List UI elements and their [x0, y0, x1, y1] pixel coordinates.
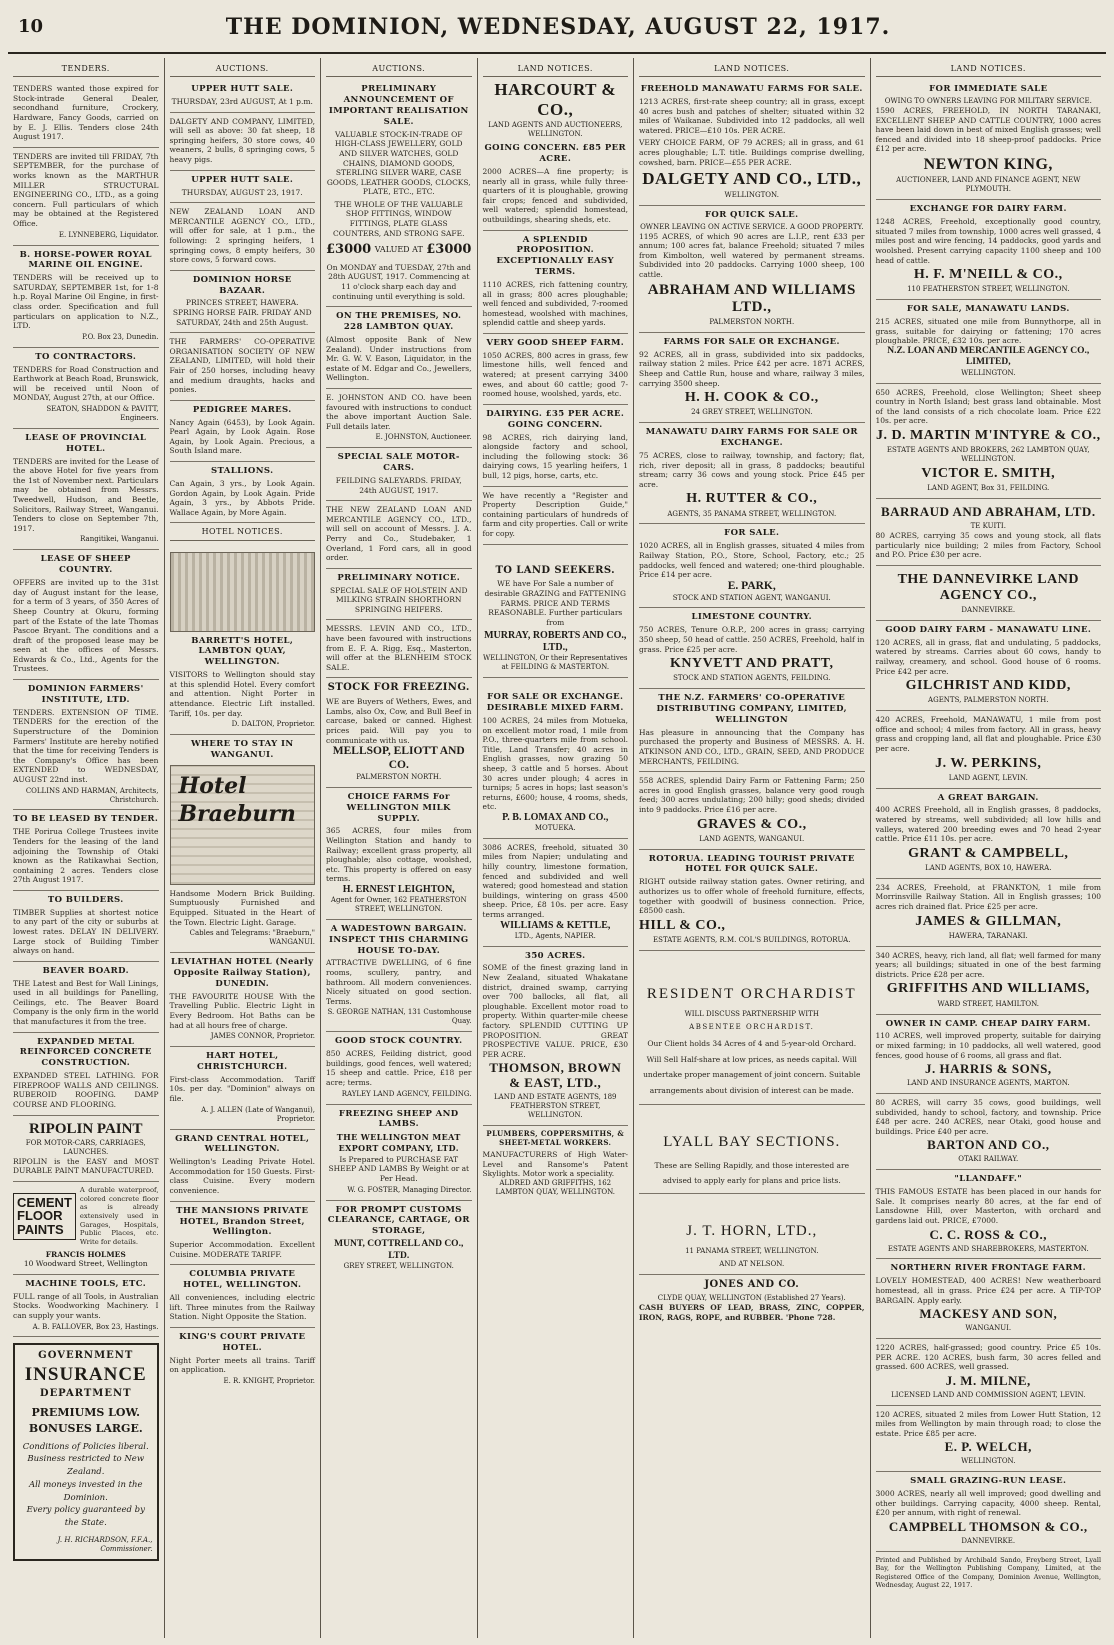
column-land-notices-3	[871, 58, 1107, 1638]
cement-ad: CEMENT FLOOR PAINTS A durable waterproof, colored concrete floor as is already extensively used in Garages, Hospitals, Public Places, etc. Write for details. FRANCIS HOLMES 10 Woodward Street, Wellington	[13, 1182, 159, 1275]
hart-hotel-ad: HART HOTEL, CHRISTCHURCH. First-class Accommodation. Tariff 10s. per day. "Dominion" always on file. A. J. ALLEN (Late of Wanganui), Proprietor.	[170, 1047, 316, 1129]
grand-central-hotel-ad: GRAND CENTRAL HOTEL, WELLINGTON. Wellington's Leading Private Hotel. Accommodation for 150 Guests. First-class Cuisine. Every modern convenience.	[170, 1130, 316, 1202]
leviathan-hotel-ad: LEVIATHAN HOTEL (Nearly Opposite Railway Station), DUNEDIN. THE FAVOURITE HOUSE With the Travelling Public. Electric Light in Every Bedroom. Hot Baths can be had at all hours free of charge. JAMES CONNOR, Proprietor.	[170, 953, 316, 1047]
government-insurance-ad: GOVERNMENT INSURANCE DEPARTMENT PREMIUMS LOW. BONUSES LARGE. Conditions of Policies liberal. Business restricted to New Zealand. All moneys invested in the Dominion. Every policy guaranteed by the State. J. H. RICHARDSON, F.F.A., Commissioner.	[13, 1343, 159, 1560]
land-ad: 340 ACRES, heavy, rich land, all flat; well farmed for many years; all buildings; situated in one of the best farming districts. Price £28 per acre. GRIFFITHS AND WILLIAMS, WARD STREET, HAMILTON.	[876, 947, 1102, 1015]
auction-ad: MESSRS. LEVIN AND CO., LTD., have been favoured with instructions from E. F. A. Rigg, Esq., Masterton, will offer at the BLENHEIM STOCK SALE.	[326, 620, 472, 678]
hotel-braeburn-script-title: Hotel Braeburn	[178, 772, 296, 827]
section-heading: LAND NOTICES.	[483, 64, 629, 77]
tender-ad: EXPANDED METAL REINFORCED CONCRETE CONSTRUCTION. EXPANDED STEEL LATHING. FOR FIREPROOF WALLS AND CEILINGS. RUBEROID ROOFING. DAMP COURSE AND FLOORING.	[13, 1033, 159, 1116]
dalgety-name: DALGETY AND CO., LTD.,	[642, 169, 862, 189]
exchange-ad: FOR SALE OR EXCHANGE. DESIRABLE MIXED FARM. 100 ACRES, 24 miles from Motueka, on excellent motor road, 1 mile from P.O., three-quarters mile from school. Title, Land Transfer; 40 acres in English grasses, now grazing 50 sheep, 3 cattle and 5 horses. About 30 acres under plough; 4 acres in turnips; 5 acres in hops; last season's returns, £600; house, 4 rooms, sheds, etc. P. B. LOMAX AND CO., MOTUEKA.	[483, 678, 629, 839]
auction-ad: DOMINION HORSE BAZAAR. PRINCES STREET, HAWERA. SPRING HORSE FAIR. FRIDAY AND SATURDAY, 24th and 25th August.	[170, 271, 316, 334]
kings-court-hotel-ad: KING'S COURT PRIVATE HOTEL. Night Porter meets all trains. Tariff on application. E. R. KNIGHT, Proprietor.	[169, 1331, 315, 1385]
valued-at-row: £3000 VALUED AT £3000	[326, 242, 472, 258]
section-heading: TENDERS.	[13, 64, 159, 77]
tender-ad: TENDERS wanted those expired for Stock-intrade General Dealer, secondhand furniture, Crockery, Hardware, Fancy Goods, carried on by E. J. Ellis. Tenders close 24th August 1917.	[13, 80, 159, 148]
land-ad: NORTHERN RIVER FRONTAGE FARM. LOVELY HOMESTEAD, 400 ACRES! New weatherboard homestead, all in grass. Price £24 per acre. A TIP-TOP BARGAIN. Apply early. MACKESY AND SON, WANGANUI.	[876, 1259, 1102, 1339]
newspaper-page	[8, 58, 1106, 1638]
land-ad: FOR IMMEDIATE SALE OWING TO OWNERS LEAVING FOR MILITARY SERVICE. 1590 ACRES, FREEHOLD, IN NORTH TARANAKI, EXCELLENT SHEEP AND CATTLE COUNTRY, 1000 acres have been laid down in best of mixed English grasses; well fenced and divided into 18 sheep-proof paddocks. Price £12 per acre. NEWTON KING, AUCTIONEER, LAND AND FINANCE AGENT, NEW PLYMOUTH.	[876, 80, 1102, 200]
masthead	[8, 14, 1106, 54]
land-ad: SMALL GRAZING-RUN LEASE. 3000 ACRES, nearly all well improved; good dwelling and other buildings. Carrying capacity, 4000 sheep. Rental, £20 per annum, with right of renewal. CAMPBELL THOMSON & CO., DANNEVIRKE.	[876, 1472, 1102, 1552]
auction-ad: PEDIGREE MARES. Nancy Again (6453), by Look Again. Pearl Again, by Look Again. Rose Again, by Look Again. Precious, a South Island mare.	[170, 401, 316, 462]
auction-ad: UPPER HUTT SALE. THURSDAY, 23rd AUGUST, At 1 p.m.	[170, 80, 316, 112]
land-ad: "LLANDAFF." THIS FAMOUS ESTATE has been placed in our hands for Sale. It comprises nearly 80 acres, at the far end of Lansdowne Hill, over Masterton, with orchard and gardens laid out. PRICE, £7000. C. C. ROSS & CO., ESTATE AGENTS AND SHAREBROKERS, MASTERTON.	[876, 1170, 1102, 1259]
stock-country-ad: GOOD STOCK COUNTRY. 850 ACRES, Feilding district, good buildings, good fences, well watered; 15 sheep and cattle. Price, £18 per acre; terms. RAYLEY LAND AGENCY, FEILDING.	[326, 1032, 472, 1104]
land-ad: DAIRYING. £35 PER ACRE. GOING CONCERN. 98 ACRES, rich dairying land, alongside factory and school, including the following stock: 36 dairying cows, 15 yearling heifers, 1 bull, 12 pigs, horse, carts, etc.	[483, 405, 629, 487]
section-heading: AUCTIONS.	[326, 64, 472, 77]
land-ad: GOING CONCERN. £85 PER ACRE. 2000 ACRES—A fine property; is nearly all in grass, while fully three-quarters of it is ploughable, growing fair crops; fenced and subdivided, well watered; splendid homestead, outbuildings, shearing sheds, etc.	[483, 139, 629, 230]
auction-ad: DALGETY AND COMPANY, LIMITED, will sell as above: 30 fat sheep, 18 springing heifers, 30 store cows, 40 weaners, 2 bulls, 8 springing cows, 5 heavy pigs.	[170, 113, 316, 171]
farmers-coop-ad: THE N.Z. FARMERS' CO-OPERATIVE DISTRIBUTING COMPANY, LIMITED, WELLINGTON Has pleasure in announcing that the Company has purchased the property and Business of MESSRS. A. H. ATKINSON AND CO., LTD., GRAIN, SEED, AND PRODUCE MERCHANTS, FEILDING.	[639, 689, 865, 772]
auction-ad: E. JOHNSTON AND CO. have been favoured with instructions to conduct the above important Auction Sale. Full details later. E. JOHNSTON, Auctioneer.	[326, 389, 472, 448]
columbia-hotel-ad: COLUMBIA PRIVATE HOTEL, WELLINGTON. All conveniences, including electric lift. Three minutes from the Railway Station. Night Opposite the Station.	[170, 1265, 316, 1328]
barretts-hotel-ad: BARRETT'S HOTEL, LAMBTON QUAY, WELLINGTON. VISITORS to Wellington should stay at this splendid Hotel. Every comfort and attention. Night Porter in attendance. Electric Lift installed. Tariff, 10s. per day. D. DALTON, Proprietor.	[170, 544, 316, 736]
land-ad: GOOD DAIRY FARM - MANAWATU LINE. 120 ACRES, all in grass, flat and undulating, 5 paddocks, watered by streams. Carries about 60 cows, handy to railway, creamery, and school. Good house of 6 rooms. Price £42 per acre. GILCHRIST AND KIDD, AGENTS, PALMERSTON NORTH.	[876, 621, 1102, 711]
land-ad: FARMS FOR SALE OR EXCHANGE. 92 ACRES, all in grass, subdivided into six paddocks, railway station 2 miles. Price £42 per acre. 1871 ACRES, Sheep and Cattle Run, house and whare, railway 3 miles, carrying 3500 sheep. H. H. COOK & CO., 24 GREY STREET, WELLINGTON.	[639, 333, 865, 423]
orchardist-ad: RESIDENT ORCHARDIST WILL DISCUSS PARTNERSHIP WITH ABSENTEE ORCHARDIST. Our Client holds 34 Acres of 4 and 5-year-old Orchard. Will Sell Half-share at low prices, as needs capital. Will undertake proper management of joint concern. Suitable arrangements about division of interest can be made.	[639, 951, 865, 1105]
land-ad: A SPLENDID PROPOSITION. EXCEPTIONALLY EASY TERMS. 1110 ACRES, rich fattening country, all in grass; 800 acres ploughable; well fenced and subdivided, 7-roomed homestead, woolshed with machines, splendid cattle and sheep yards.	[483, 231, 629, 334]
section-heading: AUCTIONS.	[170, 64, 316, 77]
section-heading: HOTEL NOTICES.	[170, 527, 316, 540]
rotorua-hotel-ad: ROTORUA. LEADING TOURIST PRIVATE HOTEL FOR QUICK SALE. RIGHT outside railway station gates. Owner retiring, and authorizes us to offer whole of freehold furniture, effects, together with goodwill of business connection. Price, £8500 cash. HILL & CO., ESTATE AGENTS, R.M. COL'S BUILDINGS, ROTORUA.	[639, 850, 865, 951]
meat-export-ad: FREEZING SHEEP AND LAMBS. THE WELLINGTON MEAT EXPORT COMPANY, LTD. Is Prepared to PURCHASE FAT SHEEP AND LAMBS By Weight or at Per Head. W. G. FOSTER, Managing Director.	[326, 1105, 472, 1201]
section-heading: LAND NOTICES.	[876, 64, 1102, 77]
land-ad: THE DANNEVIRKE LAND AGENCY CO., DANNEVIRKE.	[876, 566, 1102, 621]
land-ad: 234 ACRES, Freehold, at FRANKTON, 1 mile from Morrinsville Railway Station. All in English grasses; 100 acres rich drained flat. Price £25 per acre. JAMES & GILLMAN, HAWERA, TARANAKI.	[876, 879, 1102, 947]
tender-ad: BEAVER BOARD. THE Latest and Best for Wall Linings, used in all buildings for Panelling, Ceilings, etc. The Beaver Board Company is the only firm in the world that manufactures it from the tree.	[13, 962, 159, 1033]
cement-wordmark: CEMENT FLOOR PAINTS	[13, 1193, 76, 1240]
land-ad: 420 ACRES, Freehold, MANAWATU, 1 mile from post office and school; 4 miles from factory. All in grass, heavy grass and cropping land, all flat and ploughable. Price £30 per acre. J. W. PERKINS, LAND AGENT, LEVIN.	[876, 711, 1102, 788]
tender-ad: TO BUILDERS. TIMBER Supplies at shortest notice to any part of the city or suburbs at lowest rates. DELAY IN DELIVERY. Large stock of Building Timber always on hand.	[13, 891, 159, 962]
tender-ad: TO CONTRACTORS. TENDERS for Road Construction and Earthwork at Beach Road, Brunswick, will be received until Noon of MONDAY, August 27th, at our Office. SEATON, SHADDON & PAVITT, Engineers.	[13, 348, 159, 429]
tender-ad: B. HORSE-POWER ROYAL MARINE OIL ENGINE. TENDERS will be received up to SATURDAY, SEPTEMBER 1st, for 1-8 h.p. Royal Marine Oil Engine, in first-class order. Specification and full particulars on application to N.Z., LTD. P.O. Box 23, Dunedin.	[13, 246, 159, 348]
newspaper-title: THE DOMINION, WEDNESDAY, AUGUST 22, 1917.	[225, 14, 891, 40]
land-ad: FOR SALE. 1020 ACRES, all in English grasses, situated 4 miles from Railway Station, P.O., Store, School, Factory, etc.; 25 paddocks, well fenced and watered; one-third ploughable. Price £14 per acre. E. PARK, STOCK AND STATION AGENT, WANGANUI.	[639, 524, 865, 608]
page-number: 10	[18, 16, 44, 37]
land-ad: 3086 ACRES, freehold, situated 30 miles from Napier; undulating and hilly country, limestone formation, fenced and subdivided and well watered; good homestead and station buildings, wintering on grass 4500 sheep. Price, £8 10s. per acre. Easy terms arranged. WILLIAMS & KETTLE, LTD., Agents, NAPIER.	[483, 839, 629, 947]
ripolin-title: RIPOLIN PAINT	[29, 1120, 143, 1137]
stock-freezing-ad: STOCK FOR FREEZING. WE are Buyers of Wethers, Ewes, and Lambs, also Ox, Cow, and Bull Beef in carcase, baked or canned. Highest prices paid. Will pay you to communicate with us. MELLSOP, ELIOTT AND CO. PALMERSTON NORTH.	[326, 678, 472, 787]
register-note: We have recently a "Register and Property Description Guide," containing particulars of hundreds of farm and city properties. Call or write for copy.	[483, 487, 629, 545]
lyall-bay-ad: LYALL BAY SECTIONS. These are Selling Rapidly, and those interested are advised to apply early for plans and price lists.	[639, 1105, 865, 1194]
harcourt-name: HARCOURT & CO.,	[494, 80, 617, 119]
land-ad: 1220 ACRES, half-grassed; good country. Price £5 10s. PER ACRE. 120 ACRES, bush farm, 30 acres felled and grassed. 600 ACRES, well grassed. J. M. MILNE, LICENSED LAND AND COMMISSION AGENT, LEVIN.	[876, 1339, 1102, 1406]
land-ad: 650 ACRES, Freehold, close Wellington; Sheet sheep country in North Island; best grass land obtainable. Most of the land consists of a rich chocolate loam. Price £22 10s. per acre. J. D. MARTIN M'INTYRE & CO., ESTATE AGENTS AND BROKERS, 262 LAMBTON QUAY, WELLINGTON. VICTOR E. SMITH, LAND AGENT, Box 31, FEILDING.	[876, 384, 1102, 499]
auction-ad: STALLIONS. Can Again, 3 yrs., by Look Again. Gordon Again, by Look Again. Pride Again, 3 yrs., by Abbots Pride. Wallace Again, by More Again.	[170, 462, 316, 523]
auction-ad: PRELIMINARY NOTICE. SPECIAL SALE OF HOLSTEIN AND MILKING STRAIN SHORTHORN SPRINGING HEIFERS.	[326, 569, 472, 621]
land-ad: 558 ACRES, splendid Dairy Farm or Fattening Farm; 250 acres in good English grasses, balance very good rough feed; 300 acres undulating; 200 hilly; good sheds; divided into 9 paddocks. Price £16 per acre. GRAVES & CO., LAND AGENTS, WANGANUI.	[639, 772, 865, 849]
printer-imprint: Printed and Published by Archibald Sando, Freyberg Street, Lyall Bay, for the Wellington Publishing Company, Limited, at the Registered Office of the Company, Dominion Avenue, Wellington, Wednesday, August 22, 1917.	[875, 1555, 1102, 1589]
column-auctions-hotels	[165, 58, 322, 1638]
jones-ad: JONES AND CO. CLYDE QUAY, WELLINGTON (Established 27 Years). CASH BUYERS OF LEAD, BRASS, ZINC, COPPER, IRON, RAGS, ROPE, and RUBBER. 'Phone 728.	[639, 1279, 865, 1322]
tender-ad: DOMINION FARMERS' INSTITUTE, LTD. TENDERS. EXTENSION OF TIME. TENDERS for the erection of the Superstructure of the Dominion Farmers' Institute are hereby notified that the time for receiving Tenders is the Company's Office has been EXTENDED to WEDNESDAY, AUGUST 22nd inst. COLLINS AND HARMAN, Architects, Christchurch.	[13, 680, 159, 810]
tender-ad: LEASE OF PROVINCIAL HOTEL. TENDERS are invited for the Lease of the above Hotel for five years from the 1st of November next. Particulars may be obtained from Messrs. Tweedwell, Hudson, and Beetle, Solicitors, Railway Street, Wanganui. Tenders to close on September 7th, 1917. Rangitikei, Wanganui.	[13, 429, 159, 550]
column-land-notices-1: LAND NOTICES. HARCOURT & CO., LAND AGENTS AND AUCTIONEERS, WELLINGTON. GOING CONCERN. £85 PER ACRE. 2000 ACRES—A fine property; is nearly all in grass, while fully three-quarters of it is ploughable, growing fair crops; fenced and subdivided, well watered; splendid homestead, outbuildings, shearing sheds, etc. A SPLENDID PROPOSITION. EXCEPTIONALLY EASY TERMS. 1110 ACRES, rich fattening country, all in grass; 800 acres ploughable; well fenced and subdivided, 7-roomed homestead, woolshed with machines, splendid cattle and sheep yards. VERY GOOD SHEEP FARM. 1050 ACRES, 800 acres in grass, few limestone hills, well fenced and watered; at present carrying 3400 ewes, and about 60 cattle; good 7-roomed house, woolshed, yards, etc. DAIRYING. £35 PER ACRE. GOING CONCERN. 98 ACRES, rich dairying land, alongside factory and school, including the following stock: 36 dairying cows, 15 yearling heifers, 1 bull, 12 pigs, horse, carts, etc. We have recently a "Register and Property Description Guide," containing particulars of hundreds of farm and city properties. Call or write for copy. TO LAND SEEKERS. WE have For Sale a number of desirable GRAZING and FATTENING FARMS. PRICE AND TERMS REASONABLE. Further particulars from MURRAY, ROBERTS AND CO., LTD., WELLINGTON, Or their Representatives at FEILDING & MASTERTON. FOR SALE OR EXCHANGE. DESIRABLE MIXED FARM. 100 ACRES, 24 miles from Motueka, on excellent motor road, 1 mile from P.O., three-quarters mile from school. Title, Land Transfer; 40 acres in English grasses, now grazing 50 sheep, 3 cattle and 5 horses. About 30 acres under plough; 4 acres in turnips; 5 acres in hops; last season's returns, £600; house, 4 rooms, sheds, etc. P. B. LOMAX AND CO., MOTUEKA. 3086 ACRES, freehold, situated 30 miles from Napier; undulating and hilly country, limestone formation, fenced and subdivided and well watered; good homestead and station buildings, wintering on grass 4500 sheep. Price, £8 10s. per acre. Easy terms arranged. WILLIAMS & KETTLE, LTD., Agents, NAPIER. 350 ACRES. SOME of the finest grazing land in New Zealand, situated Whakatane district, drained swamp, carrying over 700 ballocks, all flat, all ploughable. Excellent motor road to property. Within quarter-mile cheese factory. SPLENDID CUTTING UP PROPOSITION. GREAT PROSPECTIVE VALUE. PRICE, £30 PER ACRE. THOMSON, BROWN & EAST, LTD., LAND AND ESTATE AGENTS, 189 FEATHERSTON STREET, WELLINGTON. PLUMBERS, COPPERSMITHS, & SHEET-METAL WORKERS. MANUFACTURERS of High Water-Level and Ransome's Patent Skylights. Motor work a speciality. ALDRED AND GRIFFITHS, 162 LAMBTON QUAY, WELLINGTON.	[478, 58, 635, 1638]
tender-ad: TENDERS are invited till FRIDAY, 7th SEPTEMBER, for the purchase of works known as the MARTHUR MILLER STRUCTURAL ENGINEERING CO., LTD., as a going concern. Full particulars of which may be obtained at the Registered Office. E. LYNNEBERG, Liquidator.	[13, 148, 159, 246]
land-ad: LIMESTONE COUNTRY. 750 ACRES, Tenure O.R.P., 200 acres in grass; carrying 350 sheep, 50 head of cattle. 250 ACRES, Freehold, half in grass. Price £25 per acre. KNYVETT AND PRATT, STOCK AND STATION AGENTS, FEILDING.	[639, 608, 865, 689]
column-auctions	[321, 58, 478, 1638]
land-ad: A GREAT BARGAIN. 400 ACRES Freehold, all in English grasses, 8 paddocks, watered by streams, well subdivided; all low hills and valleys, watered 200 breeding ewes and 70 head 2-year cattle. Price £11 10s. per acre. GRANT & CAMPBELL, LAND AGENTS, BOX 10, HAWERA.	[876, 789, 1102, 879]
land-ad: BARRAUD AND ABRAHAM, LTD. TE KUITI. 80 ACRES, carrying 35 cows and young stock, all flats particularly nice building; 2 miles from Factory, School and P.O. Price £30 per acre.	[876, 499, 1102, 566]
land-ad: FREEHOLD MANAWATU FARMS FOR SALE. 1213 ACRES, first-rate sheep country; all in grass, except 40 acres bush and patches of shelter; situated within 32 miles of Waikanae. Subdivided into 12 paddocks, all well watered. PRICE—£10 10s. PER ACRE. VERY CHOICE FARM, OF 79 ACRES; all in grass, and 61 acres ploughable; L.T. title. Buildings comprise dwelling, cowshed, barn. PRICE—£55 PER ACRE. DALGETY AND CO., LTD., WELLINGTON.	[639, 80, 865, 206]
land-ad: VERY GOOD SHEEP FARM. 1050 ACRES, 800 acres in grass, few limestone hills, well fenced and watered; at present carrying 3400 ewes, and about 60 cattle; good 7-roomed house, woolshed, yards, etc.	[483, 334, 629, 405]
land-ad: 120 ACRES, situated 2 miles from Lower Hutt Station, 12 miles from Wellington by main through road; to close the estate. Price £85 per acre. E. P. WELCH, WELLINGTON.	[876, 1406, 1102, 1473]
section-heading: LAND NOTICES.	[639, 64, 865, 77]
land-ad: FOR QUICK SALE. OWNER LEAVING ON ACTIVE SERVICE. A GOOD PROPERTY. 1195 ACRES, of which 90 acres are L.I.P., rent £33 per annum; 100 acres fat, balance Freehold; situated 7 miles from Kimbolton, well watered by permanent streams. Subdivided into 20 paddocks. Carrying 1000 sheep, 100 cattle. ABRAHAM AND WILLIAMS LTD., PALMERSTON NORTH.	[639, 206, 865, 333]
choice-farms-ad: CHOICE FARMS For WELLINGTON MILK SUPPLY. 365 ACRES, four miles from Wellington Station and handy to Railway; excellent grass property, all ploughable; also cottage, woolshed, etc. This property is offered on easy terms. H. ERNEST LEIGHTON, Agent for Owner, 162 FEATHERSTON STREET, WELLINGTON.	[326, 788, 472, 920]
auction-ad: THE NEW ZEALAND LOAN AND MERCANTILE AGENCY CO., LTD., will sell on account of Messrs. J. A. Perry and Co., Studebaker, 1 Overland, 1 Ford cars, all in good order.	[326, 501, 472, 569]
hotel-building-image	[170, 765, 316, 885]
auction-ad: SPECIAL SALE MOTOR-CARS. FEILDING SALEYARDS. FRIDAY, 24th AUGUST, 1917.	[326, 448, 472, 501]
land-ad: FOR SALE, MANAWATU LANDS. 215 ACRES, situated one mile from Bunnythorpe, all in grass, suitable for dairying or fattening; 170 acres ploughable. PRICE, £32 10s. per acre. N.Z. LOAN AND MERCANTILE AGENCY CO., LIMITED, WELLINGTON.	[876, 300, 1102, 383]
land-seekers-ad: TO LAND SEEKERS. WE have For Sale a number of desirable GRAZING and FATTENING FARMS. PRICE AND TERMS REASONABLE. Further particulars from MURRAY, ROBERTS AND CO., LTD., WELLINGTON, Or their Representatives at FEILDING & MASTERTON.	[483, 545, 629, 679]
machine-tools-ad: MACHINE TOOLS, ETC. FULL range of all Tools, in Australian Stocks. Woodworking Machinery. I can supply your wants. A. B. FALLOVER, Box 23, Hastings.	[13, 1275, 159, 1338]
tender-ad: LEASE OF SHEEP COUNTRY. OFFERS are invited up to the 31st day of August instant for the lease, for a term of 3 years, of 350 Acres of Sheep Country at Okuru, forming part of the Estate of the late Thomas Pascoe Bryant. The conditions and a draft of the proposed lease may be seen at the offices of Messrs. Edwards & Co., Ltd., Agents for the Trustees.	[13, 550, 159, 680]
mansions-hotel-ad: THE MANSIONS PRIVATE HOTEL, Brandon Street, Wellington. Superior Accommodation. Excellent Cuisine. MODERATE TARIFF.	[170, 1202, 316, 1266]
auction-ad: ON THE PREMISES, NO. 228 LAMBTON QUAY. (Almost opposite Bank of New Zealand). Under instructions from Mr. G. W. V. Eason, Liquidator, in the estate of M. Edgar and Co., Jewellers, Wellington.	[326, 307, 472, 389]
hotel-building-image	[170, 552, 316, 632]
customs-ad: FOR PROMPT CUSTOMS CLEARANCE, CARTAGE, OR STORAGE, MUNT, COTTRELL AND CO., LTD. GREY STREET, WELLINGTON.	[327, 1204, 470, 1270]
horn-ad: J. T. HORN, LTD., 11 PANAMA STREET, WELLINGTON. AND AT NELSON.	[639, 1194, 865, 1275]
land-ad: 80 ACRES, will carry 35 cows, good buildings, well subdivided, handy to school, factory, and township. Price £48 per acre. 240 ACRES, near Otaki, good house and buildings. Price £40 per acre. BARTON AND CO., OTAKI RAILWAY.	[876, 1094, 1102, 1170]
ripolin-ad: RIPOLIN PAINT FOR MOTOR-CARS, CARRIAGES, LAUNCHES. RIPOLIN is the EASY and MOST DURABLE PAINT MANUFACTURED.	[13, 1116, 159, 1182]
land-ad: EXCHANGE FOR DAIRY FARM. 1248 ACRES, Freehold, exceptionally good country, situated 7 miles from township, 1000 acres well grassed, 4 miles post and wire fencing, 14 paddocks, good yards and woolshed. Present carrying capacity 1100 sheep and 100 head of cattle. H. F. M'NEILL & CO., 110 FEATHERSTON STREET, WELLINGTON.	[876, 200, 1102, 300]
column-land-notices-2	[634, 58, 871, 1638]
land-ad: OWNER IN CAMP. CHEAP DAIRY FARM. 110 ACRES, well improved property, suitable for dairying or mixed farming; in 10 paddocks, all well watered, good fences, good house of 6 rooms, all grass and flat. J. HARRIS & SONS, LAND AND INSURANCE AGENTS, MARTON.	[876, 1015, 1102, 1095]
insurance-conditions: Conditions of Policies liberal. Business restricted to New Zealand. All moneys invested in the Dominion. Every policy guaranteed by the State.	[22, 1441, 149, 1529]
column-tenders	[8, 58, 165, 1638]
auction-ad: THE FARMERS' CO-OPERATIVE ORGANISATION SOCIETY OF NEW ZEALAND, LIMITED, will hold their Fair of 250 horses, including heavy and medium draughts, hacks and ponies.	[170, 333, 316, 401]
wadestown-ad: A WADESTOWN BARGAIN. INSPECT THIS CHARMING HOUSE TO-DAY. ATTRACTIVE DWELLING, of 6 fine rooms, scullery, pantry, and bathroom. All modern conveniences. Nicely situated on good section. Terms. S. GEORGE NATHAN, 131 Customhouse Quay.	[326, 920, 472, 1033]
land-ad: MANAWATU DAIRY FARMS FOR SALE OR EXCHANGE. 75 ACRES, close to railway, township, and factory; flat, rich, river deposit; all in grass, 8 paddocks; beautiful stream; carry 36 cows and young stock. Price £45 per acre. H. RUTTER & CO., AGENTS, 35 PANAMA STREET, WELLINGTON.	[639, 423, 865, 524]
tender-ad: TO BE LEASED BY TENDER. THE Porirua College Trustees invite Tenders for the leasing of the land adjoining the Township of Otaki known as the Ratikawhai Section, containing 2 acres. Tenders close 27th August 1917.	[13, 810, 159, 890]
auction-ad: UPPER HUTT SALE. THURSDAY, AUGUST 23, 1917.	[170, 171, 316, 203]
plumbers-ad: PLUMBERS, COPPERSMITHS, & SHEET-METAL WORKERS. MANUFACTURERS of High Water-Level and Ransome's Patent Skylights. Motor work a speciality. ALDRED AND GRIFFITHS, 162 LAMBTON QUAY, WELLINGTON.	[482, 1129, 628, 1196]
land-ad: 350 ACRES. SOME of the finest grazing land in New Zealand, situated Whakatane district, drained swamp, carrying over 700 ballocks, all flat, all ploughable. Excellent motor road to property. Within quarter-mile cheese factory. SPLENDID CUTTING UP PROPOSITION. GREAT PROSPECTIVE VALUE. PRICE, £30 PER ACRE. THOMSON, BROWN & EAST, LTD., LAND AND ESTATE AGENTS, 189 FEATHERSTON STREET, WELLINGTON.	[483, 947, 629, 1127]
realisation-sale-ad: PRELIMINARY ANNOUNCEMENT OF IMPORTANT REALISATION SALE. VALUABLE STOCK-IN-TRADE OF HIGH-CLASS JEWELLERY, GOLD AND SILVER WATCHES, GOLD CHAINS, DIAMOND GOODS, STERLING SILVER WARE, CASE GOODS, LEATHER GOODS, CLOCKS, PLATE, ETC., ETC. THE WHOLE OF THE VALUABLE SHOP FITTINGS, WINDOW FITTINGS, PLATE GLASS COUNTERS, AND STRONG SAFE. £3000 VALUED AT £3000 On MONDAY and TUESDAY, 27th and 28th AUGUST, 1917. Commencing at 11 o'clock sharp each day and continuing until everything is sold.	[326, 80, 472, 307]
braeburn-hotel-ad: WHERE TO STAY IN WANGANUI. Hotel Braeburn Handsome Modern Brick Building. Sumptuously Furnished and Equipped. Situated in the Heart of the Town. Electric Light. Garage. Cables and Telegrams: "Braeburn," WANGANUI.	[170, 735, 316, 953]
auction-ad: NEW ZEALAND LOAN AND MERCANTILE AGENCY CO., LTD., will offer for sale, at 1 p.m., the following: 2 springing heifers, 1 springing cows, 8 empty heifers, 30 store cows, 5 forward cows.	[170, 203, 316, 271]
